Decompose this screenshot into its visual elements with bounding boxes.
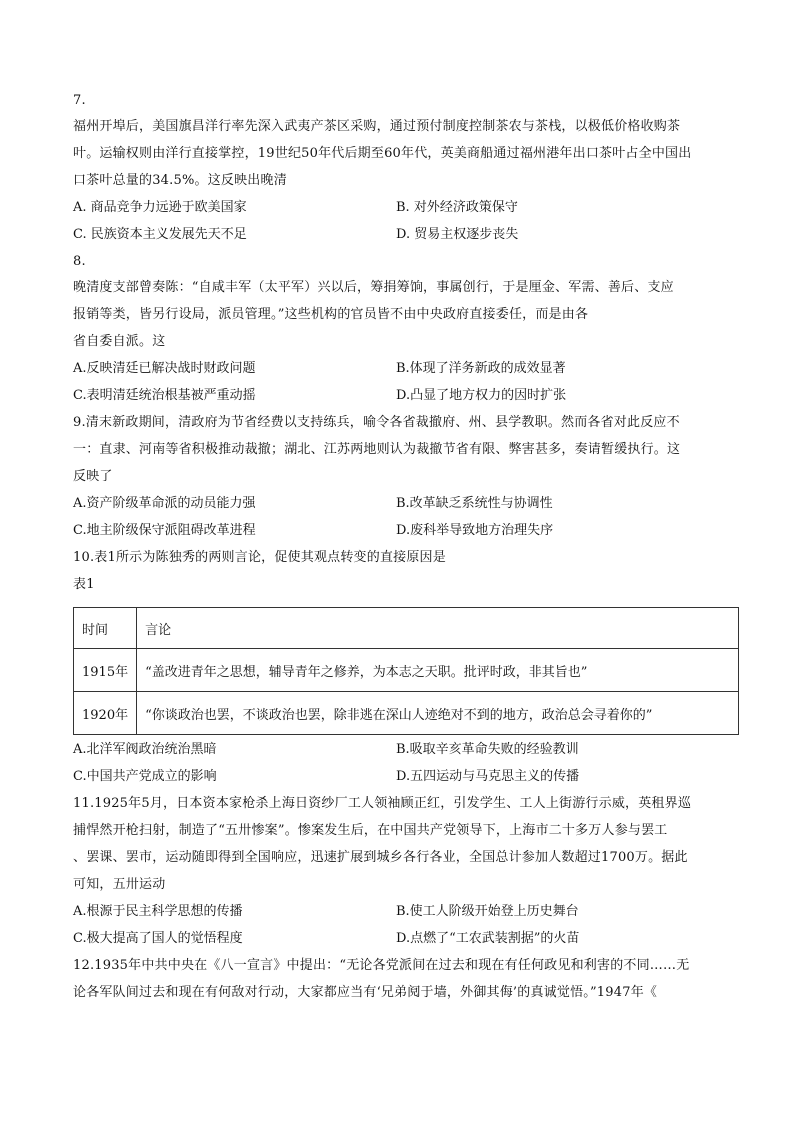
question-8-option-b[interactable]: B.体现了洋务新政的成效显著	[396, 361, 566, 376]
question-11-text-line-3: 、罢课、罢市，运动随即得到全国响应，迅速扩展到城乡各行各业，全国总计参加人数超过1700万。据此	[73, 850, 688, 865]
question-9-text-line-3: 反映了	[73, 469, 113, 484]
question-11-text-line-2: 捕悍然开枪扫射，制造了“五卅惨案”。惨案发生后，在中国共产党领导下，上海市二十多万人参与罢工	[73, 823, 668, 838]
question-11-option-d[interactable]: D.点燃了“工农武装割据”的火苗	[396, 931, 580, 946]
table-cell-year: 1915年	[74, 649, 137, 692]
question-8-number: 8.	[73, 254, 86, 269]
question-10-option-c[interactable]: C.中国共产党成立的影响	[73, 769, 217, 784]
question-10-option-d[interactable]: D.五四运动与马克思主义的传播	[396, 769, 580, 784]
question-8-option-d[interactable]: D.凸显了地方权力的因时扩张	[396, 388, 567, 403]
table-cell-quote: “你谈政治也罢，不谈政治也罢，除非逃在深山人迹绝对不到的地方，政治总会寻着你的”	[137, 692, 739, 735]
question-7-option-a[interactable]: A. 商品竞争力远逊于欧美国家	[73, 200, 247, 215]
question-12-text-line-1: 12.1935年中共中央在《八一宣言》中提出：“无论各党派间在过去和现在有任何政见和利害的不同……无	[73, 958, 690, 973]
question-12-text-line-2: 论各军队间过去和现在有何敌对行动，大家都应当有‘兄弟阋于墙，外御其侮’的真诚觉悟。”1947年《	[73, 985, 658, 1000]
question-7-option-b[interactable]: B. 对外经济政策保守	[396, 200, 518, 215]
question-9-text-line-1: 9.清末新政期间，清政府为节省经费以支持练兵，喻令各省裁撤府、州、县学教职。然而各省对此反应不	[73, 415, 680, 430]
table-row	[74, 692, 739, 735]
question-11-option-a[interactable]: A.根源于民主科学思想的传播	[73, 904, 243, 919]
table-row	[74, 649, 739, 692]
question-10-text-line-1: 10.表1所示为陈独秀的两则言论，促使其观点转变的直接原因是	[73, 550, 446, 565]
question-11-text-line-4: 可知，五卅运动	[73, 877, 166, 892]
table-cell-year: 1920年	[74, 692, 137, 735]
question-7-text-line-2: 叶。运输权则由洋行直接掌控，19世纪50年代后期至60年代，英美商船通过福州港年出口茶叶占全中国出	[73, 146, 692, 161]
question-7-text-line-1: 福州开埠后，美国旗昌洋行率先深入武夷产茶区采购，通过预付制度控制茶农与茶栈，以极低价格收购茶	[73, 119, 681, 134]
question-9-option-d[interactable]: D.废科举导致地方治理失序	[396, 523, 554, 538]
question-8-text-line-1: 晚清度支部曾奏陈：“自咸丰军（太平军）兴以后，筹捐筹饷，事属创行，于是厘金、军需、善后、支应	[73, 280, 674, 295]
question-9-text-line-2: 一：直隶、河南等省积极推动裁撤；湖北、江苏两地则认为裁撤节省有限、弊害甚多，奏请暂缓执行。这	[73, 442, 681, 457]
question-9-option-a[interactable]: A.资产阶级革命派的动员能力强	[73, 496, 256, 511]
question-9-option-c[interactable]: C.地主阶级保守派阻碍改革进程	[73, 523, 256, 538]
question-7-number: 7.	[73, 93, 86, 108]
table-cell-quote: “盖改进青年之思想，辅导青年之修养，为本志之天职。批评时政，非其旨也”	[137, 649, 739, 692]
quote-table	[73, 607, 739, 735]
table-header-quote: 言论	[137, 608, 739, 649]
question-10-option-a[interactable]: A.北洋军阀政治统治黑暗	[73, 742, 217, 757]
question-7-option-c[interactable]: C. 民族资本主义发展先天不足	[73, 227, 247, 242]
question-9-option-b[interactable]: B.改革缺乏系统性与协调性	[396, 496, 553, 511]
question-11-option-b[interactable]: B.使工人阶级开始登上历史舞台	[396, 904, 579, 919]
table-header-time: 时间	[74, 608, 137, 649]
question-7-text-line-3: 口茶叶总量的34.5%。这反映出晚清	[73, 173, 287, 188]
question-11-option-c[interactable]: C.极大提高了国人的觉悟程度	[73, 931, 243, 946]
question-8-text-line-2: 报销等类，皆另行设局，派员管理。”这些机构的官员皆不由中央政府直接委任，而是由各	[73, 307, 589, 322]
table-header-row	[74, 608, 739, 649]
question-11-text-line-1: 11.1925年5月，日本资本家枪杀上海日资纱厂工人领袖顾正红，引发学生、工人上街游行示威，英租界巡	[73, 796, 692, 811]
question-8-text-line-3: 省自委自派。这	[73, 334, 166, 349]
question-8-option-a[interactable]: A.反映清廷已解决战时财政问题	[73, 361, 256, 376]
table-caption: 表1	[73, 577, 95, 592]
question-8-option-c[interactable]: C.表明清廷统治根基被严重动摇	[73, 388, 256, 403]
question-7-option-d[interactable]: D. 贸易主权逐步丧失	[396, 227, 519, 242]
question-10-option-b[interactable]: B.吸取辛亥革命失败的经验教训	[396, 742, 579, 757]
